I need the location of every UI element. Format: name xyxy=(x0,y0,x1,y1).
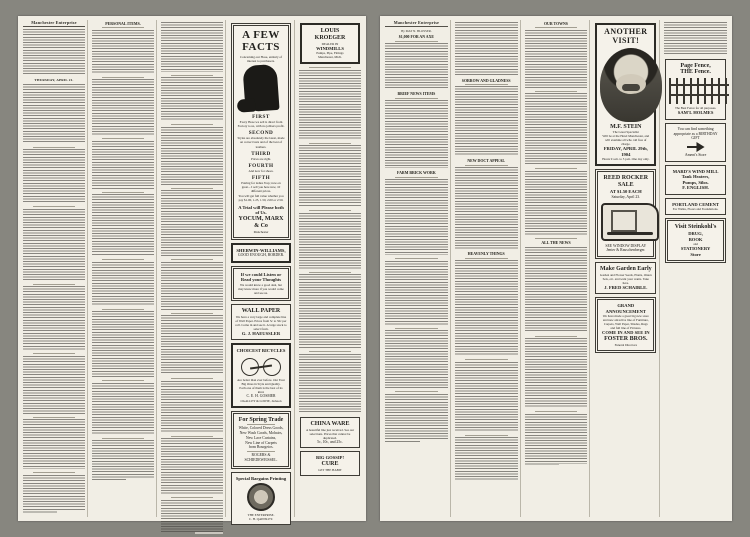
masthead-left: Manchester Enterprise xyxy=(23,20,85,27)
ad-title: A FEW FACTS xyxy=(242,29,280,53)
dateline-left: THURSDAY, APRIL 21. xyxy=(34,78,74,83)
ad-title: Page Fence, xyxy=(680,62,711,69)
column-l3 xyxy=(159,20,226,517)
ad-seller: SAM'L HOLMES xyxy=(677,110,714,116)
column-l2 xyxy=(90,20,157,517)
ad-footer: A Trial will Please both of Us. xyxy=(238,204,284,216)
ad-subtitle: THE Fence. xyxy=(680,69,711,76)
ad-price-line: OGALLEY & LOWIE, Jackson xyxy=(240,398,282,403)
ad-steinkohl-drug[interactable] xyxy=(665,218,726,263)
fact-number: SECOND xyxy=(248,130,274,137)
ad-line: WINDMILLS xyxy=(316,45,344,51)
heading-sorrow-and-gladness: SORROW AND GLADNESS xyxy=(461,78,511,83)
heading-all-the-news: ALL THE NEWS xyxy=(541,240,571,245)
ad-item: Pumps, Silos. xyxy=(682,179,709,185)
ad-title: CHOICEST BICYCLES xyxy=(236,348,286,354)
ad-signature: C. E. H. GOSMER xyxy=(246,393,276,398)
ad-body: We have made a great big new store and new attractive line of Furniture, Carpets, Wall Paper, Shades, Rugs and full line of Pictures. xyxy=(602,314,649,331)
ad-wall-paper[interactable] xyxy=(231,304,291,340)
ad-title: LOUIS KROEGER xyxy=(314,28,346,41)
ad-title: BIG GOSSIP! xyxy=(316,455,344,461)
ad-title: ANOTHER VISIT! xyxy=(604,27,648,45)
ad-page-fence[interactable] xyxy=(665,59,726,120)
fact-text: Styles are absolutely the latest, made on correct lasts and of the best of leathers. xyxy=(237,136,285,149)
heading-1000-for-an-axe: $1,000 FOR AN AXE xyxy=(398,35,435,40)
ad-subtitle: DEALER IN xyxy=(321,41,339,46)
column-r5 xyxy=(662,20,729,517)
ad-body: A beautiful line just received. See our selections. Prices that cannot be duplicated. xyxy=(305,427,355,440)
ad-line: Manchester, Mich. xyxy=(318,55,342,60)
seal-icon xyxy=(247,483,275,511)
ad-store-city: Manchester xyxy=(253,229,269,234)
ad-title: For Spring Trade xyxy=(238,416,284,423)
column-l1 xyxy=(21,20,88,517)
ad-china-ware[interactable] xyxy=(300,417,360,449)
column-r2 xyxy=(453,20,521,517)
ad-store-name: YOCUM, MARX & Co xyxy=(238,215,284,229)
ad-item: from Bourgeios. xyxy=(248,445,274,450)
heading-farm-brick-work: FARM BRICK WORK xyxy=(397,171,436,176)
ad-store-sub: Funeral Directors xyxy=(614,342,637,347)
ad-item: Tank Heaters, xyxy=(681,174,710,180)
ad-bicycles[interactable] xyxy=(231,343,291,407)
ad-another-visit[interactable] xyxy=(595,23,656,166)
ad-reed-rocker-sale[interactable] xyxy=(595,169,656,258)
ad-body: We would know a good deal, but may know more if you would come and see us. xyxy=(238,282,284,295)
ad-body: We have a very large and complete line of Wall Paper. Prices from 5c to 50c per roll. Come in and see it. A large stock to select from. xyxy=(235,314,287,331)
ad-store-name: Ament's Store xyxy=(684,152,707,157)
ad-title: MARD'S WIND MILL xyxy=(672,168,719,174)
masthead-right: Manchester Enterprise xyxy=(385,20,448,27)
bicycle-icon xyxy=(241,356,281,376)
column-r3 xyxy=(523,20,591,517)
ad-store-name: J. FRED SCHAIBLE. xyxy=(604,284,648,290)
ad-line: DRUG, xyxy=(688,231,703,237)
column-l4 xyxy=(228,20,295,522)
ad-body: For Walks, Floors and Foundations. xyxy=(672,207,719,212)
ad-tank-heaters[interactable] xyxy=(665,165,726,195)
rocker-chair-icon xyxy=(601,203,659,241)
fact-number: FIRST xyxy=(252,114,270,120)
ad-louis-kroeger[interactable] xyxy=(300,23,360,64)
fact-text: Pairing for ladies 8 up; now on great... I sell you here now, 10 different prices. xyxy=(241,181,281,194)
ad-date: Saturday, April 23. xyxy=(611,194,641,199)
ad-signature: THE ENTERPRISE. xyxy=(247,513,275,518)
ad-line-2: GOOD ENOUGH, BORDER. xyxy=(237,253,285,258)
ad-signature: F. ENGLISH. xyxy=(682,185,709,191)
ad-item: New Wash Goods, Mohairs, xyxy=(239,431,283,436)
right-page xyxy=(380,16,732,521)
ad-gossip-cure[interactable] xyxy=(300,451,360,475)
ad-body: The Best Fence for all purposes. xyxy=(674,106,717,111)
right-page-columns xyxy=(383,20,729,517)
ad-subtitle: Concerning our Hose, entirely of interest to purchasers. xyxy=(239,55,283,63)
ad-title: Special Bargains Printing xyxy=(235,475,287,481)
ad-price: 5c, 10c, and 25c. xyxy=(317,439,343,444)
fact-text: And now for shoes. xyxy=(248,168,274,173)
ad-title: GRAND ANNOUNCEMENT xyxy=(605,303,646,314)
ad-make-garden-early[interactable] xyxy=(595,262,656,294)
ad-title: If we could Listen or Read your Thoughts xyxy=(240,271,282,283)
ad-body: Garden and Flower Seeds, Plants, Onion Sets, etc. and want your wants. Take here. xyxy=(599,272,652,285)
fact-number: FOURTH xyxy=(248,162,274,169)
column-r4 xyxy=(592,20,660,517)
pointing-hand-icon xyxy=(687,142,705,152)
heading-brief-news-items: BRIEF NEWS ITEMS xyxy=(397,92,436,97)
ad-title: PORTLAND CEMENT xyxy=(672,201,720,207)
column-l5 xyxy=(297,20,363,517)
ad-cta: SEE WINDOW DISPLAY xyxy=(605,243,647,248)
ad-title: You can find something appropriate as a BIRTHDAY GIFT xyxy=(673,126,718,141)
facts-list xyxy=(237,114,285,202)
masthead-byline: By MAT N. BLOSSER. xyxy=(401,29,432,34)
ad-sherwin-williams[interactable] xyxy=(231,243,291,263)
fact-number: FIFTH xyxy=(251,175,271,182)
ad-a-few-facts[interactable] xyxy=(231,23,291,240)
ad-doctor-name: M.F. STEIN xyxy=(610,123,642,130)
ad-title: Visit Steinkohl's xyxy=(674,224,717,231)
ad-title: WALL PAPER xyxy=(241,307,281,314)
ad-item: New Line of Carpets xyxy=(245,440,277,445)
ad-spring-trade[interactable] xyxy=(231,411,291,469)
heading-personal-items: PERSONAL ITEMS. xyxy=(105,22,141,26)
heading-our-towns: OUR TOWNS xyxy=(544,22,568,26)
ad-subtitle: Are better than ever before. Our Four Big Ones in Style and Quality. xyxy=(237,377,285,386)
ad-body: Will be at the Hotel Manchester, and will examine all who call free of charge. xyxy=(602,134,650,147)
ad-title: CHINA WARE xyxy=(310,420,350,427)
ad-line: Pumps, Pipe, Fittings xyxy=(316,51,344,56)
ad-signature: G. J. HAEUSSLER xyxy=(241,330,281,336)
ad-line: and xyxy=(693,242,698,247)
heading-heavenly-things: HEAVENLY THINGS xyxy=(467,252,505,257)
ad-title: Make Garden Early xyxy=(599,265,652,272)
fence-icon xyxy=(669,78,729,104)
column-r1 xyxy=(383,20,451,517)
stocking-illustration xyxy=(242,64,279,112)
ad-line: Store xyxy=(690,251,701,257)
ad-note: Hours 9 a.m. to 5 p.m. One day only. xyxy=(602,157,650,162)
ad-printing[interactable] xyxy=(231,472,291,526)
ad-line: STATIONERY xyxy=(680,246,711,252)
ad-price: AT $1.50 EACH xyxy=(609,189,642,195)
ad-subtitle: SALE xyxy=(617,182,634,189)
ad-line: BOOK xyxy=(688,236,703,242)
doctor-portrait xyxy=(600,48,662,122)
ad-subtitle: The Great Specialist xyxy=(612,130,639,135)
fact-number: THIRD xyxy=(251,150,271,157)
fact-text: Every Hose we sell is direct from Factory to us, with no jobbers profit. xyxy=(237,120,285,129)
left-page-columns xyxy=(21,20,363,522)
ad-item: New Lace Curtains, xyxy=(245,435,277,440)
ad-extra: C. H. QAINSLEY. xyxy=(249,517,273,522)
fact-text: Prices are right. xyxy=(250,156,272,161)
ad-line-1: SHERWIN-WILLIAMS, xyxy=(236,247,286,253)
ad-cta: COME IN AND SEE IN xyxy=(602,330,650,336)
heading-new-doct-appeal: NEW DOCT APPEAL xyxy=(467,159,506,164)
ad-body: Each one of them is the best of its kind. xyxy=(239,385,283,394)
ad-date: FRIDAY, APRIL 29th, 1904 xyxy=(603,146,648,157)
ad-footer: GET THE HABIT xyxy=(318,467,342,472)
ad-product: CURE xyxy=(321,460,339,467)
ad-portland-cement[interactable] xyxy=(665,198,726,216)
ad-title: REED ROCKER xyxy=(603,175,649,182)
ad-store-name: Jenter & Rauschenberger. xyxy=(606,248,646,253)
ad-store-name: FOSTER BROS. xyxy=(604,335,648,342)
ad-birthday-gift[interactable] xyxy=(665,123,726,162)
fact-text: You will get full value whether you pay $1.00, 1.25, 1.50, 2.00 or 2.50. xyxy=(238,193,284,202)
left-page xyxy=(18,16,366,521)
ad-listen-thoughts[interactable] xyxy=(231,266,291,301)
ad-store-name: ROGERS & SCHIEDEWEISSEL. xyxy=(244,453,278,462)
ad-grand-announcement[interactable] xyxy=(595,297,656,352)
ad-item: White, Colored Dress Goods, xyxy=(238,426,284,431)
